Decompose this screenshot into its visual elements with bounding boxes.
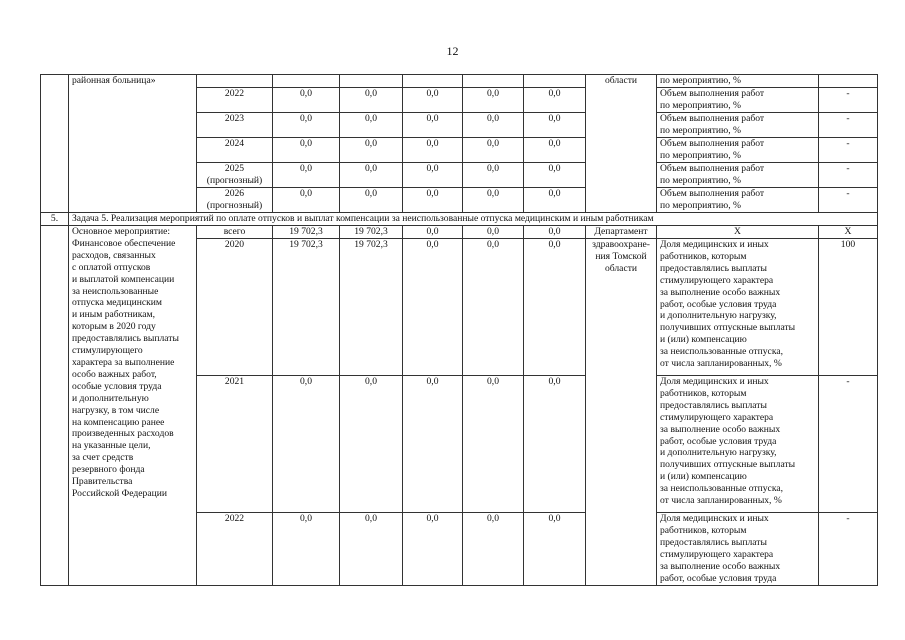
year-cell: всего [197,226,273,239]
target-cell: - [819,88,878,113]
value-cell: 0,0 [463,226,524,239]
value-cell: 19 702,3 [273,239,340,376]
task-row [41,213,878,226]
indicator-cell: Объем выполнения работ по мероприятию, % [657,113,819,138]
value-cell: 0,0 [273,188,340,213]
value-cell: 0,0 [403,226,463,239]
year-cell [197,75,273,88]
row-number-cell [41,75,69,213]
row-number-cell [41,226,69,586]
activity-cell: Основное мероприятие: Финансовое обеспечение расходов, связанных с оплатой отпусков и выплатой компенсации за неиспользованные отпуска медицинским и иным работникам, которым в 2020 году предоставлялись выплаты стимулирующего характера за выполнение особо важных работ, особые условия труда и дополнительную нагрузку, в том числе на компенсацию ранее произведенных расходов на указанные цели, за счет средств резервного фонда Правительства Российской Федерации [69,226,197,586]
indicator-cell: Х [657,226,819,239]
indicator-cell: Доля медицинских и иных работников, которым предоставлялись выплаты стимулирующего характера за выполнение особо важных работ, особые условия труда [657,513,819,586]
executor-head-cell: Департамент [586,226,657,239]
year-cell: 2023 [197,113,273,138]
value-cell: 0,0 [403,88,463,113]
value-cell: 0,0 [403,113,463,138]
activity-cell: районная больница» [69,75,197,213]
value-cell: 0,0 [524,163,586,188]
value-cell: 0,0 [340,88,403,113]
year-cell: 2026 (прогнозный) [197,188,273,213]
value-cell: 0,0 [273,376,340,513]
page-number: 12 [446,44,459,58]
value-cell: 19 702,3 [273,226,340,239]
year-cell: 2022 [197,513,273,586]
value-cell: 0,0 [273,513,340,586]
value-cell [524,75,586,88]
value-cell: 0,0 [524,188,586,213]
value-cell: 0,0 [340,513,403,586]
task-number: 5. [41,213,69,226]
value-cell: 0,0 [524,376,586,513]
target-cell [819,75,878,88]
value-cell [403,75,463,88]
target-cell: 100 [819,239,878,376]
value-cell: 0,0 [403,188,463,213]
value-cell: 0,0 [463,376,524,513]
value-cell: 0,0 [340,163,403,188]
value-cell: 0,0 [403,239,463,376]
target-cell: - [819,376,878,513]
table-row [41,226,878,239]
value-cell: 0,0 [463,113,524,138]
indicator-cell: по мероприятию, % [657,75,819,88]
value-cell: 0,0 [463,513,524,586]
value-cell [463,75,524,88]
value-cell: 0,0 [403,513,463,586]
value-cell: 0,0 [524,239,586,376]
value-cell: 0,0 [273,138,340,163]
value-cell: 0,0 [524,88,586,113]
value-cell: 0,0 [340,376,403,513]
value-cell [273,75,340,88]
year-cell: 2020 [197,239,273,376]
value-cell: 19 702,3 [340,226,403,239]
year-cell: 2024 [197,138,273,163]
value-cell: 0,0 [340,138,403,163]
value-cell: 0,0 [524,138,586,163]
indicator-cell: Объем выполнения работ по мероприятию, % [657,138,819,163]
value-cell: 0,0 [403,138,463,163]
target-cell: Х [819,226,878,239]
value-cell: 0,0 [463,239,524,376]
value-cell [340,75,403,88]
table-row [41,75,878,88]
program-table [40,74,878,586]
indicator-cell: Объем выполнения работ по мероприятию, % [657,188,819,213]
indicator-cell: Объем выполнения работ по мероприятию, % [657,88,819,113]
value-cell: 0,0 [463,138,524,163]
value-cell: 0,0 [273,88,340,113]
value-cell: 0,0 [403,376,463,513]
executor-cell: здравоохране- ния Томской области [586,239,657,586]
value-cell: 0,0 [463,88,524,113]
indicator-cell: Доля медицинских и иных работников, которым предоставлялись выплаты стимулирующего характера за выполнение особо важных работ, особые условия труда и дополнительную нагрузку, получивших отпускные выплаты и (или) компенсацию за неиспользованные отпуска, от числа запланированных, % [657,376,819,513]
value-cell: 0,0 [273,113,340,138]
target-cell: - [819,113,878,138]
value-cell: 19 702,3 [340,239,403,376]
year-cell: 2021 [197,376,273,513]
target-cell: - [819,513,878,586]
task-title: Задача 5. Реализация мероприятий по оплате отпусков и выплат компенсации за неиспользованные отпуска медицинским и иным работникам [69,213,878,226]
value-cell: 0,0 [524,226,586,239]
value-cell: 0,0 [340,113,403,138]
year-cell: 2022 [197,88,273,113]
indicator-cell: Объем выполнения работ по мероприятию, % [657,163,819,188]
value-cell: 0,0 [463,188,524,213]
value-cell: 0,0 [403,163,463,188]
value-cell: 0,0 [340,188,403,213]
target-cell: - [819,163,878,188]
year-cell: 2025 (прогнозный) [197,163,273,188]
value-cell: 0,0 [524,113,586,138]
target-cell: - [819,138,878,163]
value-cell: 0,0 [524,513,586,586]
value-cell: 0,0 [463,163,524,188]
target-cell: - [819,188,878,213]
indicator-cell: Доля медицинских и иных работников, которым предоставлялись выплаты стимулирующего характера за выполнение особо важных работ, особые условия труда и дополнительную нагрузку, получивших отпускные выплаты и (или) компенсацию за неиспользованные отпуска, от числа запланированных, % [657,239,819,376]
value-cell: 0,0 [273,163,340,188]
executor-cell: области [586,75,657,213]
